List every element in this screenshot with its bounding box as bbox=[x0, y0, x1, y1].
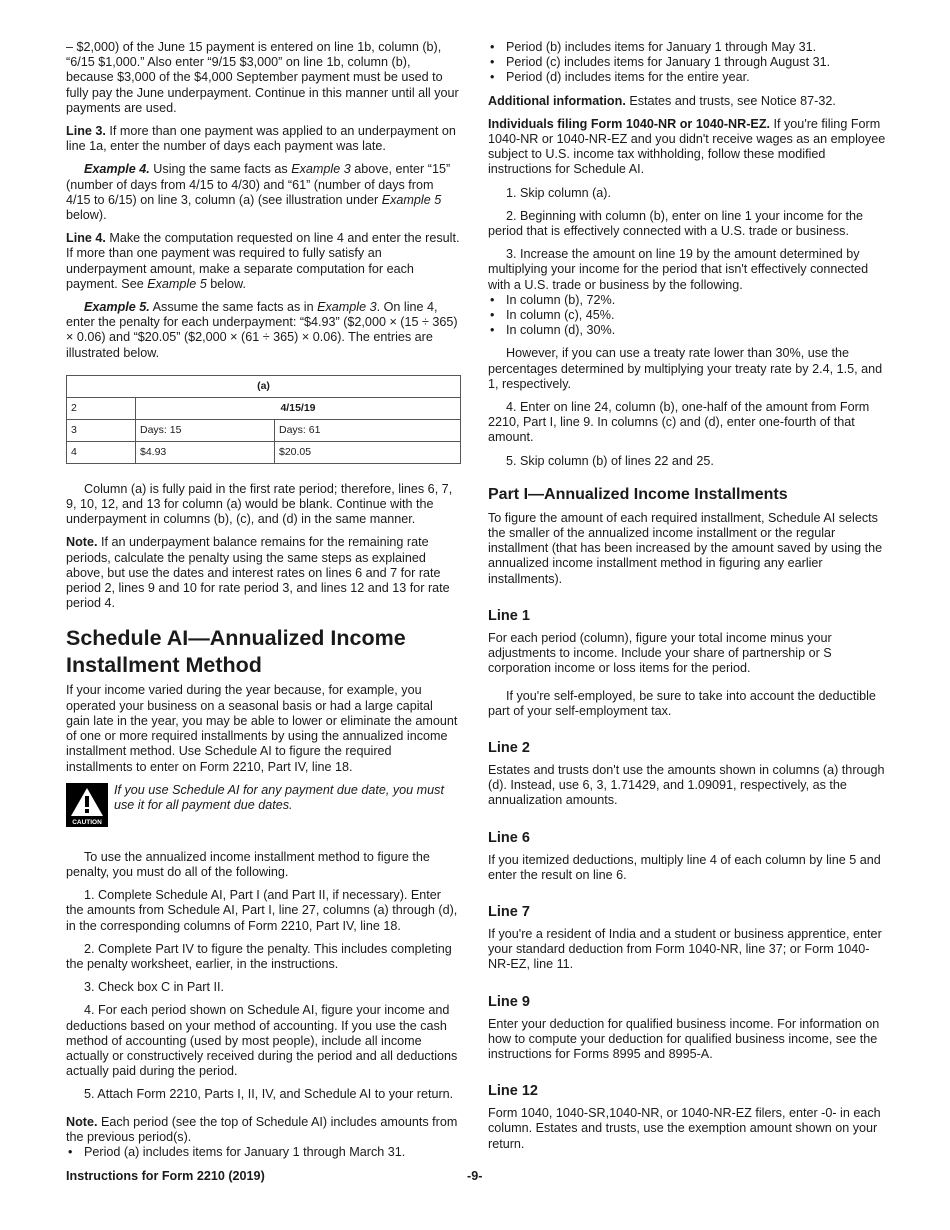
table-cell: $4.93 bbox=[136, 441, 275, 463]
line4-ref: Example 5 bbox=[147, 276, 207, 291]
step-1: 1. Complete Schedule AI, Part I (and Part II, if necessary). Enter the amounts from Schedule AI, Part I, line 27, columns (a) through (d), in the corresponding columns of Form 2210, Part IV, line 18. bbox=[66, 888, 458, 933]
table-header: (a) bbox=[67, 375, 461, 397]
list-item: • In column (c), 45%. bbox=[488, 308, 886, 323]
line3-label: Line 3. bbox=[66, 124, 106, 139]
left-column bbox=[66, 40, 460, 1168]
nr-paragraph bbox=[488, 117, 886, 178]
note2-paragraph bbox=[66, 1115, 460, 1145]
example5-text-b: . On line 4, enter the penalty for each underpayment: “$4.93” ($2,000 × (15 ÷ 365) × 0.06) and “$20.05” ($2,000 × (61 ÷ 365) × 0.06). The entries are illustrated below. bbox=[66, 300, 458, 360]
table-row bbox=[67, 441, 461, 463]
example5-label: Example 5. bbox=[84, 300, 150, 315]
nr-step-2: 2. Beginning with column (b), enter on line 1 your income for the period that is effectively connected with a U.S. trade or business. bbox=[488, 208, 864, 239]
step-3: 3. Check box C in Part II. bbox=[84, 980, 224, 995]
list-item: • Period (c) includes items for January 1 through August 31. bbox=[488, 55, 886, 70]
line9-paragraph: Enter your deduction for qualified business income. For information on how to compute your deduction for qualified business income, see the instructions for Forms 8995 and 8995-A. bbox=[488, 1016, 880, 1061]
table-row bbox=[67, 375, 461, 397]
line9-heading: Line 9 bbox=[488, 993, 530, 1010]
example4-text-a: Using the same facts as bbox=[149, 162, 292, 177]
line2-paragraph: Estates and trusts don't use the amounts shown in columns (a) through (d). Instead, use 6, 3, 1.71429, and 1.09091, respectively, as the annualization amounts. bbox=[488, 762, 885, 808]
caution-icon bbox=[66, 783, 108, 832]
step-2: 2. Complete Part IV to figure the penalty. This includes completing the penalty worksheet, earlier, in the instructions. bbox=[66, 941, 452, 971]
period-list bbox=[66, 1145, 460, 1160]
table-cell-line: 3 bbox=[67, 419, 136, 441]
list-item: • Period (a) includes items for January 1 through March 31. bbox=[66, 1145, 460, 1160]
example4-ref: Example 3 bbox=[291, 162, 351, 177]
column-a-paragraph: Column (a) is fully paid in the first rate period; therefore, lines 6, 7, 9, 10, 12, and 13 for column (a) would be blank. Continue with the underpayment in columns (b), (c), and (d) in the same manner. bbox=[66, 481, 453, 527]
table-cell-date: 4/15/19 bbox=[136, 397, 461, 419]
note-label: Note. bbox=[66, 535, 98, 550]
example5-paragraph bbox=[66, 300, 460, 361]
caution-box bbox=[66, 783, 460, 832]
table-row bbox=[67, 419, 461, 441]
line4-paragraph bbox=[66, 231, 460, 292]
line2-heading: Line 2 bbox=[488, 739, 530, 756]
example-table bbox=[66, 375, 461, 464]
note2-label: Note. bbox=[66, 1114, 98, 1129]
section-heading: Schedule AI—Annualized Income Installment Method bbox=[66, 626, 406, 678]
line4-text-b: below. bbox=[206, 276, 246, 291]
nr-step-3: 3. Increase the amount on line 19 by the amount determined by multiplying your income for the period that isn't effectively connected with a U.S. trade or business by the following. bbox=[488, 247, 869, 292]
table-cell: $20.05 bbox=[275, 441, 461, 463]
additional-info-text: Estates and trusts, see Notice 87-32. bbox=[625, 93, 836, 108]
nr-text: If you're filing Form 1040-NR or 1040-NR-EZ and you didn't receive wages as an employee subject to U.S. income tax withholding, follow these modified instructions for Schedule AI. bbox=[488, 116, 886, 177]
line7-heading: Line 7 bbox=[488, 903, 530, 920]
nr-step-4: 4. Enter on line 24, column (b), one-half of the amount from Form 2210, Part I, line 9. In columns (c) and (d), enter one-fourth of that amount. bbox=[488, 400, 870, 445]
line4-text-a: Make the computation requested on line 4 and enter the result. If more than one payment was required to fully satisfy an underpayment amount, make a separate computation for each payment. See bbox=[66, 231, 460, 291]
line1-heading: Line 1 bbox=[488, 607, 530, 624]
treaty-paragraph: However, if you can use a treaty rate lower than 30%, use the percentages determined by multiplying your treaty rate by 2.4, 1.5, and 1, respectively. bbox=[488, 346, 883, 391]
part1-heading: Part I—Annualized Income Installments bbox=[488, 485, 788, 503]
table-cell: Days: 15 bbox=[136, 419, 275, 441]
intro-paragraph: If your income varied during the year because, for example, you operated your business on a seasonal basis or had a large capital gain late in the year, you may be able to lower or eliminate the amount of one or more required installments by using the annualized income installment method. Use Schedule AI to figure the required installments to enter on Form 2210, Part IV, line 18. bbox=[66, 683, 458, 774]
todo-paragraph: To use the annualized income installment method to figure the penalty, you must do all of the following. bbox=[66, 849, 430, 879]
note-paragraph bbox=[66, 535, 460, 611]
example4-text-b: above, enter “15” (number of days from 4/15 to 4/30) and “61” (number of days from 4/15 to 6/15) on line 3, column (a) (see illustration under bbox=[66, 162, 451, 207]
line4-label: Line 4. bbox=[66, 231, 106, 246]
line6-heading: Line 6 bbox=[488, 829, 530, 846]
caution-word: CAUTION bbox=[72, 818, 102, 826]
table-cell-line: 4 bbox=[67, 441, 136, 463]
line1-paragraph: For each period (column), figure your total income minus your adjustments to income. Include your share of partnership or S corporation income or loss items for the period. bbox=[488, 630, 832, 676]
table-cell: Days: 61 bbox=[275, 419, 461, 441]
line6-paragraph: If you itemized deductions, multiply line 4 of each column by line 5 and enter the result on line 6. bbox=[488, 852, 881, 882]
part1-paragraph: To figure the amount of each required installment, Schedule AI selects the smaller of the annualized income installment or the regular installment (that has been increased by the amount saved by using the annualized income installment method in figuring any earlier installments). bbox=[488, 510, 883, 586]
step-5: 5. Attach Form 2210, Parts I, II, IV, and Schedule AI to your return. bbox=[84, 1087, 454, 1102]
example4-text-c: below). bbox=[66, 208, 107, 223]
right-column bbox=[488, 40, 886, 1160]
table-row bbox=[67, 397, 461, 419]
list-item: • In column (d), 30%. bbox=[488, 323, 886, 338]
line1-paragraph-2: If you're self-employed, be sure to take into account the deductible part of your self-employment tax. bbox=[488, 688, 876, 718]
note2-text: Each period (see the top of Schedule AI) includes amounts from the previous period(s). bbox=[66, 1114, 458, 1144]
rates-list bbox=[488, 293, 886, 339]
line3-paragraph bbox=[66, 124, 460, 154]
line12-heading: Line 12 bbox=[488, 1083, 538, 1100]
step-4: 4. For each period shown on Schedule AI, figure your income and deductions based on your method of accounting. If you use the cash method of accounting (used by most people), include all income actually or constructively received during the period and all deductions actually paid during the period. bbox=[66, 1003, 458, 1079]
nr-step-1: 1. Skip column (a). bbox=[506, 185, 611, 200]
nr-label: Individuals filing Form 1040-NR or 1040-NR-EZ. bbox=[488, 116, 771, 131]
line12-paragraph: Form 1040, 1040-SR,1040-NR, or 1040-NR-EZ filers, enter -0- in each column. Estates and trusts, use the exemption amount shown on your return. bbox=[488, 1106, 881, 1151]
additional-info-paragraph bbox=[488, 94, 886, 109]
example4-ref2: Example 5 bbox=[381, 192, 442, 207]
nr-step-5: 5. Skip column (b) of lines 22 and 25. bbox=[506, 453, 714, 468]
period-list-continued bbox=[488, 40, 886, 86]
paragraph-continued: – $2,000) of the June 15 payment is entered on line 1b, column (b), “6/15 $1,000.” Also enter “9/15 $3,000” on line 1b, column (b), because $3,000 of the $4,000 September payment must be used to fully pay the June underpayment. Continue in this manner until all your payments are used. bbox=[66, 40, 459, 115]
example4-label: Example 4. bbox=[84, 162, 150, 177]
page-number: -9- bbox=[467, 1169, 483, 1183]
footer-title: Instructions for Form 2210 (2019) bbox=[66, 1169, 265, 1183]
table-cell-line: 2 bbox=[67, 397, 136, 419]
caution-text: If you use Schedule AI for any payment due date, you must use it for all payment due dates. bbox=[114, 782, 444, 812]
line7-paragraph: If you're a resident of India and a student or business apprentice, enter your standard deduction from Form 1040-NR, line 37; or Form 1040-NR-EZ, line 11. bbox=[488, 926, 882, 972]
example4-paragraph bbox=[66, 162, 460, 223]
example5-text-a: Assume the same facts as in bbox=[149, 300, 318, 315]
list-item: • In column (b), 72%. bbox=[488, 293, 886, 308]
note-text: If an underpayment balance remains for the remaining rate periods, calculate the penalty using the same steps as explained above, but use the dates and interest rates on lines 6 and 7 for rate period 2, lines 9 and 10 for rate period 3, and lines 12 and 13 for rate period 4. bbox=[66, 535, 450, 611]
list-item: • Period (b) includes items for January 1 through May 31. bbox=[488, 40, 886, 55]
example5-ref: Example 3 bbox=[317, 300, 377, 315]
list-item: • Period (d) includes items for the entire year. bbox=[488, 70, 886, 85]
additional-info-label: Additional information. bbox=[488, 93, 626, 108]
line3-text: If more than one payment was applied to an underpayment on line 1a, enter the number of days each payment was late. bbox=[66, 124, 456, 154]
